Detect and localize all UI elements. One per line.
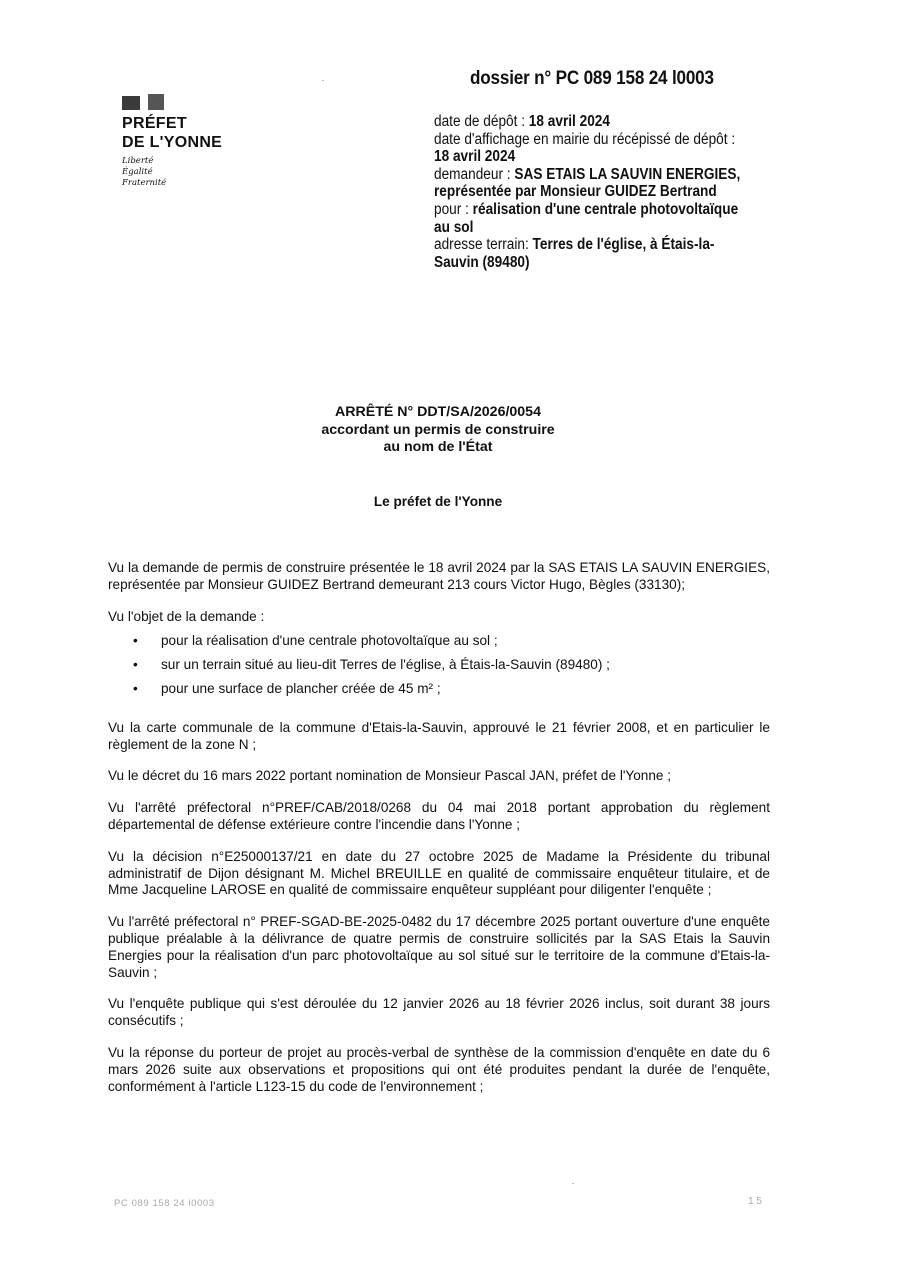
list-item: • pour la réalisation d'une centrale photovoltaïque au sol ; <box>133 633 498 649</box>
devise-egalite: Égalité <box>122 167 153 177</box>
dossier-number: dossier n° PC 089 158 24 l0003 <box>470 68 714 89</box>
arrete-title <box>200 404 676 457</box>
pour-label: pour : <box>434 200 473 218</box>
bullet-icon: • <box>133 633 138 649</box>
arrete-object: accordant un permis de construire <box>321 421 555 438</box>
paragraph-objet: Vu l'objet de la demande : <box>108 608 265 624</box>
paragraph-demande: Vu la demande de permis de construire présentée le 18 avril 2024 par la SAS ETAIS LA SAUVIN ENERGIES, représentée par Monsieur GUIDEZ Bertrand demeurant 213 cours Victor Hugo, Bègles (33130); <box>108 560 770 592</box>
pour-value: réalisation d'une centrale photovoltaïque au sol <box>434 200 739 236</box>
paragraph-reponse-porteur: Vu la réponse du porteur de projet au procès-verbal de synthèse de la commission d'enquête en date du 6 mars 2026 suite aux observations et propositions qui ont été produites pendant la durée de l'enquête, conformément à l'article L123-15 du code de l'environnement ; <box>108 1044 770 1094</box>
adresse-line <box>434 236 755 271</box>
pour-line <box>434 201 755 236</box>
depot-label: date de dépôt : <box>434 113 529 130</box>
arrete-number: ARRÊTÉ N° DDT/SA/2026/0054 <box>335 404 541 420</box>
demandeur-label: demandeur : <box>434 165 515 183</box>
page-number: 1 5 <box>748 1196 762 1207</box>
list-item: • pour une surface de plancher créée de 45 m² ; <box>133 680 441 696</box>
devise-fraternite: Fraternité <box>122 178 167 188</box>
bullet-icon: • <box>133 680 138 696</box>
demandeur-line <box>434 166 755 201</box>
footer-reference: PC 089 158 24 l0003 <box>114 1198 215 1209</box>
scan-speck <box>322 80 324 81</box>
objet-list <box>108 633 770 697</box>
paragraph-decision-ta: Vu la décision n°E25000137/21 en date du 27 octobre 2025 de Madame la Présidente du tribunal administratif de Dijon désignant M. Michel BREUILLE en qualité de commissaire enquêteur titulaire, et de Mme Jacqueline LAROSE en qualité de commissaire enquêteur suppléant pour diligenter l'enquête ; <box>108 848 770 898</box>
paragraph-carte-communale: Vu la carte communale de la commune d'Etais-la-Sauvin, approuvé le 21 février 2008, et en particulier le règlement de la zone N ; <box>108 719 770 752</box>
depot-line <box>434 113 755 131</box>
scan-speck <box>572 1183 574 1184</box>
depot-value: 18 avril 2024 <box>528 113 610 130</box>
demandeur-value: SAS ETAIS LA SAUVIN ENERGIES, représentée par Monsieur GUIDEZ Bertrand <box>434 165 741 201</box>
devise <box>122 156 262 189</box>
marianne-emblem-icon <box>122 92 262 110</box>
arrete-name: au nom de l'État <box>383 439 493 456</box>
paragraph-arrete-enquete: Vu l'arrêté préfectoral n° PREF-SGAD-BE-2025-0482 du 17 décembre 2025 portant ouverture d'une enquête publique préalable à la délivrance de quatre permis de construire sollicités par la SAS Etais la Sauvin Energies pour la réalisation d'un parc photovoltaïque au sol situé sur le territoire de la commune d'Etais-la-Sauvin ; <box>108 914 770 980</box>
paragraph-arrete-ddeci: Vu l'arrêté préfectoral n°PREF/CAB/2018/0268 du 04 mai 2018 portant approbation du règlement départemental de défense extérieure contre l'incendie dans l'Yonne ; <box>108 800 770 832</box>
bullet-icon: • <box>133 657 138 673</box>
prefecture-logo <box>122 92 262 189</box>
affichage-label: date d'affichage en mairie du récépissé de dépôt : <box>434 130 736 148</box>
list-item: • sur un terrain situé au lieu-dit Terres de l'église, à Étais-la-Sauvin (89480) ; <box>133 657 610 673</box>
affichage-value: 18 avril 2024 <box>434 148 516 166</box>
logo-line-1: PRÉFET <box>122 115 187 132</box>
dossier-infos <box>434 113 755 271</box>
paragraph-decret: Vu le décret du 16 mars 2022 portant nomination de Monsieur Pascal JAN, préfet de l'Yonne ; <box>108 768 672 784</box>
adresse-value: Terres de l'église, à Étais-la-Sauvin (89480) <box>434 236 715 271</box>
logo-line-2: DE L'YONNE <box>122 134 223 151</box>
prefet-heading: Le préfet de l'Yonne <box>373 494 503 509</box>
devise-liberte: Liberté <box>122 156 154 166</box>
adresse-label: adresse terrain: <box>434 236 533 254</box>
paragraph-enquete-publique: Vu l'enquête publique qui s'est déroulée du 12 janvier 2026 au 18 février 2026 inclus, soit durant 38 jours consécutifs ; <box>108 996 770 1029</box>
document-body <box>108 560 770 1110</box>
